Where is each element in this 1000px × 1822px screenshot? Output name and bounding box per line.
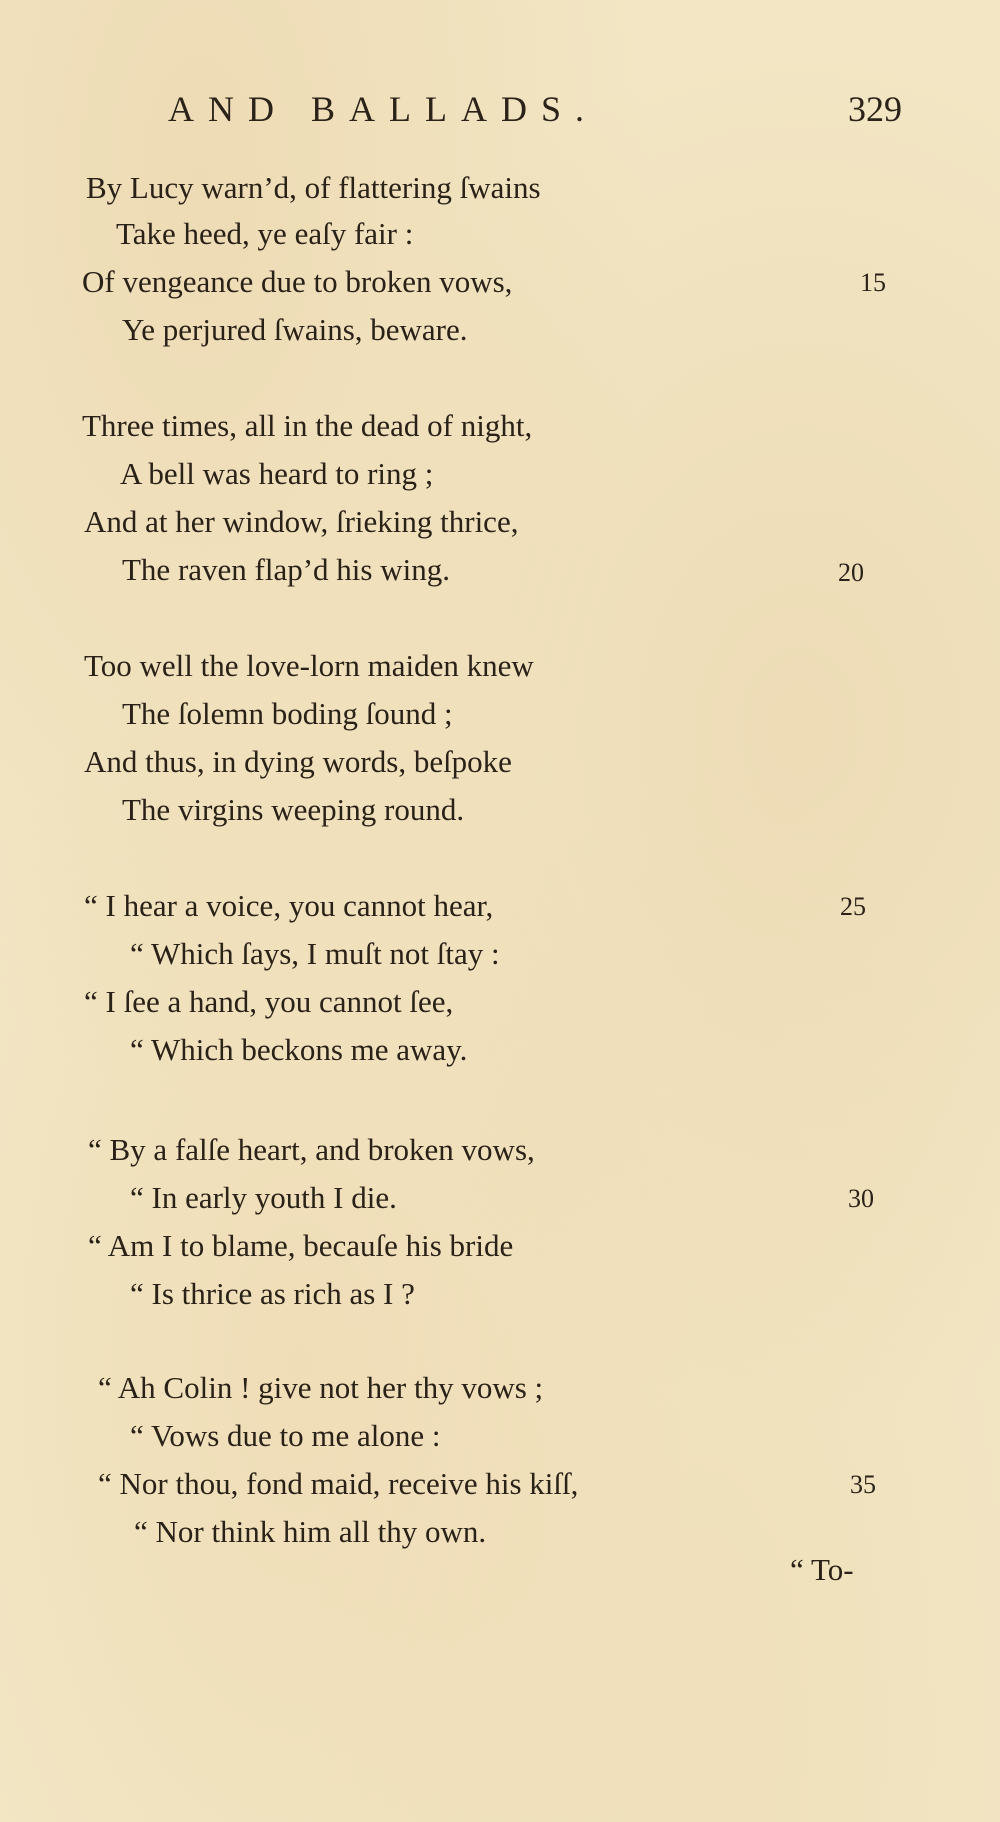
verse-line: Too well the love-lorn maiden knew bbox=[84, 648, 534, 683]
line-number: 15 bbox=[860, 268, 886, 297]
verse-line: “ Am I to blame, becauſe his bride bbox=[88, 1228, 514, 1263]
line-number: 30 bbox=[848, 1184, 874, 1213]
verse-line: The raven flap’d his wing. bbox=[122, 552, 450, 587]
verse-line: “ Nor think him all thy own. bbox=[134, 1514, 487, 1549]
line-number: 35 bbox=[850, 1470, 876, 1499]
verse-line: “ By a falſe heart, and broken vows, bbox=[88, 1132, 535, 1167]
verse-line: And thus, in dying words, beſpoke bbox=[84, 744, 512, 779]
catchword: “ To- bbox=[790, 1552, 854, 1587]
verse-line: “ In early youth I die. bbox=[130, 1180, 397, 1215]
running-head: AND BALLADS. bbox=[168, 89, 599, 129]
verse-line: The virgins weeping round. bbox=[122, 792, 465, 827]
verse-line: “ Ah Colin ! give not her thy vows ; bbox=[98, 1370, 544, 1405]
verse-line: Ye perjured ſwains, beware. bbox=[122, 312, 468, 347]
verse-line: “ Which beckons me away. bbox=[130, 1032, 468, 1067]
verse-line: “ Is thrice as rich as I ? bbox=[130, 1276, 415, 1311]
verse-line: A bell was heard to ring ; bbox=[120, 456, 434, 491]
line-number: 20 bbox=[838, 558, 864, 587]
verse-line: Take heed, ye eaſy fair : bbox=[116, 216, 414, 251]
page-number: 329 bbox=[848, 89, 902, 129]
verse-line: By Lucy warn’d, of flattering ſwains bbox=[86, 170, 541, 205]
verse-line: “ Vows due to me alone : bbox=[130, 1418, 441, 1453]
verse-line: Three times, all in the dead of night, bbox=[82, 408, 533, 443]
verse-line: “ Which ſays, I muſt not ſtay : bbox=[130, 936, 500, 971]
verse-line: And at her window, ſrieking thrice, bbox=[84, 504, 519, 539]
verse-line: “ Nor thou, fond maid, receive his kiſſ, bbox=[98, 1466, 579, 1501]
verse-line: The ſolemn boding ſound ; bbox=[122, 696, 453, 731]
verse-line: “ I hear a voice, you cannot hear, bbox=[84, 888, 494, 923]
verse-line: Of vengeance due to broken vows, bbox=[82, 264, 513, 299]
line-number: 25 bbox=[840, 892, 866, 921]
verse-line: “ I ſee a hand, you cannot ſee, bbox=[84, 984, 454, 1019]
